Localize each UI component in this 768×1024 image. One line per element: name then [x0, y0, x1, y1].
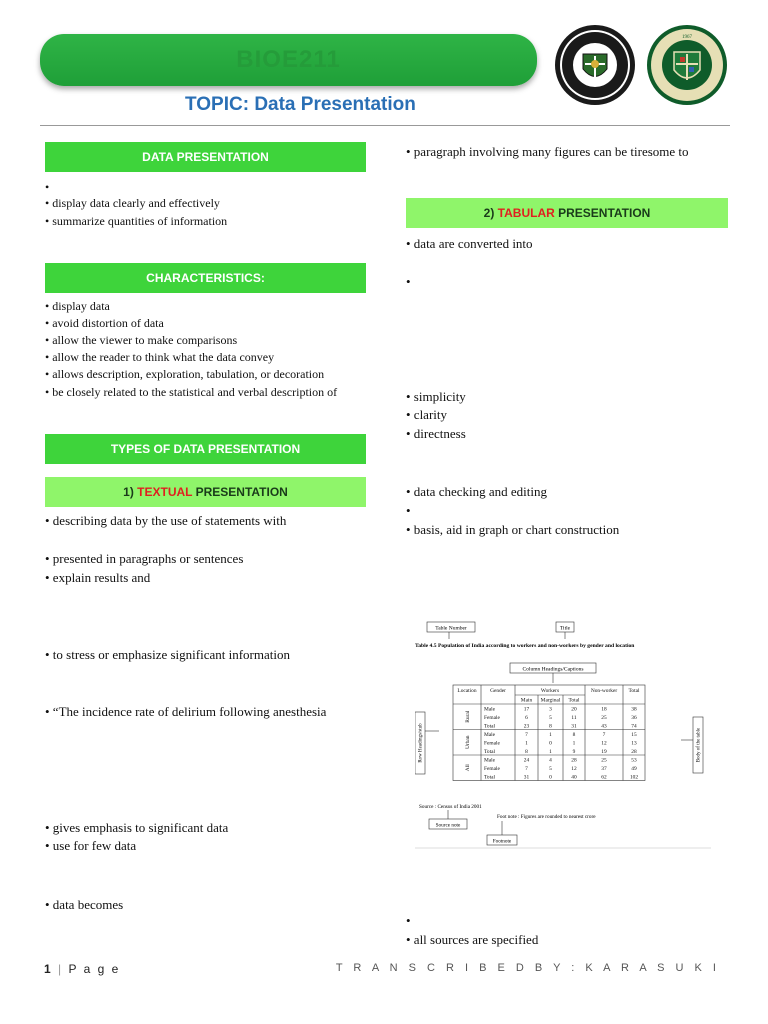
list-item: • gives emphasis to significant data	[45, 820, 229, 835]
list-item: • basis, aid in graph or chart construction	[406, 522, 620, 537]
section-header-label: CHARACTERISTICS:	[146, 271, 265, 285]
table-cell: 23	[523, 723, 530, 730]
list-item: •	[45, 180, 50, 194]
list-item: • to stress or emphasize significant information	[45, 647, 290, 662]
section-header-types	[45, 434, 366, 464]
table-header: Workers	[540, 688, 560, 694]
page-label: P a g e	[68, 962, 121, 976]
row-headings-label: Row Headings/stub	[418, 723, 424, 763]
table-cell: 6	[525, 715, 528, 721]
section-header-textual	[45, 477, 366, 507]
table-cell: 0	[549, 774, 552, 781]
list-item: • describing data by the use of statements with	[45, 513, 287, 528]
table-header: Location	[457, 688, 477, 694]
table-cell: 12	[601, 740, 607, 747]
list-item: • avoid distortion of data	[45, 316, 164, 330]
table-cell: 1	[572, 740, 576, 747]
table-cell: 19	[601, 749, 607, 755]
college-seal-logo	[646, 24, 728, 106]
section-header-data-presentation	[45, 142, 366, 172]
heading-prefix: 2)	[483, 206, 498, 220]
source-note-label: Source note	[435, 822, 461, 829]
table-cell: 7	[602, 732, 606, 738]
university-seal-logo	[554, 24, 636, 106]
list-item: • summarize quantities of information	[45, 214, 228, 228]
table-cell: 1	[549, 732, 552, 738]
table-cell: 49	[631, 766, 637, 772]
page-footer-number	[44, 962, 120, 976]
list-item: • “The incidence rate of delirium following anesthesia	[45, 704, 327, 719]
list-item: • clarity	[406, 407, 448, 422]
table-cell: 8	[572, 732, 576, 738]
table-cell: 28	[631, 749, 637, 755]
table-header: Non-worker	[590, 688, 618, 694]
table-subheader: Main	[520, 697, 533, 704]
section-header-characteristics	[45, 263, 366, 293]
list-item: • use for few data	[45, 838, 137, 853]
table-gender: Total	[484, 774, 495, 781]
table-number-label: Table Number	[435, 625, 467, 632]
table-cell: 53	[631, 757, 637, 764]
table-cell: 37	[601, 766, 607, 772]
table-cell: 43	[601, 723, 607, 730]
column-headings-label: Column Headings/Captions	[522, 666, 584, 673]
list-item: • allow the reader to think what the data convey	[45, 350, 275, 364]
transcriber-credit: T R A N S C R I B E D B Y : K A R A S U K I	[335, 962, 720, 974]
table-gender: Total	[484, 749, 495, 755]
table-cell: 4	[549, 757, 552, 764]
table-cell: 24	[523, 757, 530, 764]
title-label: Title	[559, 625, 571, 632]
course-code: BIOE211	[236, 46, 341, 73]
list-item: • all sources are specified	[406, 932, 539, 947]
table-gender: Male	[484, 757, 496, 764]
table-cell: 36	[631, 715, 637, 721]
list-item: • be closely related to the statistical and verbal description of	[45, 385, 338, 399]
table-gender: Male	[484, 706, 496, 713]
table-gender: Female	[484, 715, 500, 721]
list-item: •	[406, 274, 411, 289]
table-cell: 25	[601, 715, 607, 721]
list-item: • paragraph involving many figures can be tiresome to	[406, 144, 689, 159]
section-header-label: TYPES OF DATA PRESENTATION	[110, 442, 301, 456]
table-cell: 31	[523, 774, 530, 781]
list-item: • data becomes	[45, 897, 124, 912]
footer-separator: |	[58, 962, 64, 976]
table-cell: 28	[571, 757, 577, 764]
table-cell: 31	[571, 723, 577, 730]
table-cell: 25	[601, 757, 607, 764]
table-gender: Female	[484, 766, 500, 772]
table-cell: 38	[631, 706, 637, 713]
page-number: 1	[44, 962, 53, 976]
list-item: • display data	[45, 299, 110, 313]
list-item: •	[406, 913, 411, 928]
list-item: • presented in paragraphs or sentences	[45, 551, 244, 566]
table-gender: Male	[484, 732, 496, 738]
seal-year: 1967	[682, 35, 692, 40]
list-item: • allows description, exploration, tabulation, or decoration	[45, 367, 325, 381]
list-item: • allow the viewer to make comparisons	[45, 333, 238, 347]
heading-highlight: TABULAR	[497, 206, 555, 220]
table-cell: 20	[571, 706, 577, 713]
table-caption: Table 4.5 Population of India according to workers and non-workers by gender and location	[415, 643, 635, 649]
table-cell: 18	[601, 706, 607, 713]
section-header-tabular	[406, 198, 728, 228]
table-cell: 13	[631, 740, 637, 747]
header-divider	[40, 125, 730, 126]
header-banner	[40, 34, 537, 86]
table-gender: Total	[484, 723, 495, 730]
list-item: • display data clearly and effectively	[45, 196, 220, 210]
list-item: • data are converted into	[406, 236, 533, 251]
table-cell: 3	[549, 706, 552, 713]
table-cell: 62	[601, 774, 607, 781]
table-cell: 1	[549, 749, 552, 755]
table-cell: 11	[571, 715, 577, 721]
example-table-text	[457, 688, 640, 781]
table-cell: 8	[525, 749, 528, 755]
source-text: Source : Census of India 2001	[419, 804, 482, 810]
table-subheader: Marginal	[540, 697, 561, 704]
table-location: Rural	[465, 710, 471, 723]
table-header: Gender	[490, 688, 506, 694]
table-cell: 0	[549, 740, 552, 747]
table-cell: 1	[525, 740, 528, 747]
table-header: Total	[628, 688, 640, 694]
footnote-label: Footnote	[492, 838, 512, 845]
table-cell: 74	[631, 723, 637, 730]
table-gender: Female	[484, 740, 500, 747]
heading-suffix: PRESENTATION	[554, 206, 651, 220]
table-cell: 17	[523, 706, 530, 713]
table-cell: 5	[549, 766, 552, 772]
table-cell: 5	[549, 715, 552, 721]
heading-highlight: TEXTUAL	[137, 485, 193, 499]
table-subheader: Total	[568, 697, 580, 704]
list-item: •	[406, 503, 411, 518]
example-table-figure	[415, 617, 711, 849]
table-cell: 9	[572, 749, 576, 755]
table-cell: 7	[525, 766, 528, 772]
table-cell: 8	[549, 723, 552, 730]
table-cell: 102	[629, 774, 639, 781]
page-title: TOPIC: Data Presentation	[185, 94, 416, 115]
heading-suffix: PRESENTATION	[192, 485, 288, 499]
table-location: Urban	[465, 735, 471, 749]
list-item: • explain results and	[45, 570, 151, 585]
list-item: • directness	[406, 426, 466, 441]
table-cell: 40	[571, 774, 577, 781]
section-header-label: DATA PRESENTATION	[142, 150, 269, 164]
heading-prefix: 1)	[123, 485, 138, 499]
table-cell: 7	[525, 732, 528, 738]
table-location: All	[465, 764, 471, 772]
table-cell: 12	[571, 766, 577, 772]
list-item: • data checking and editing	[406, 484, 548, 499]
table-cell: 15	[631, 732, 637, 738]
footnote-text: Foot note : Figures are rounded to nearest crore	[497, 814, 596, 820]
body-label: Body of the table	[696, 727, 702, 763]
list-item: • simplicity	[406, 389, 466, 404]
